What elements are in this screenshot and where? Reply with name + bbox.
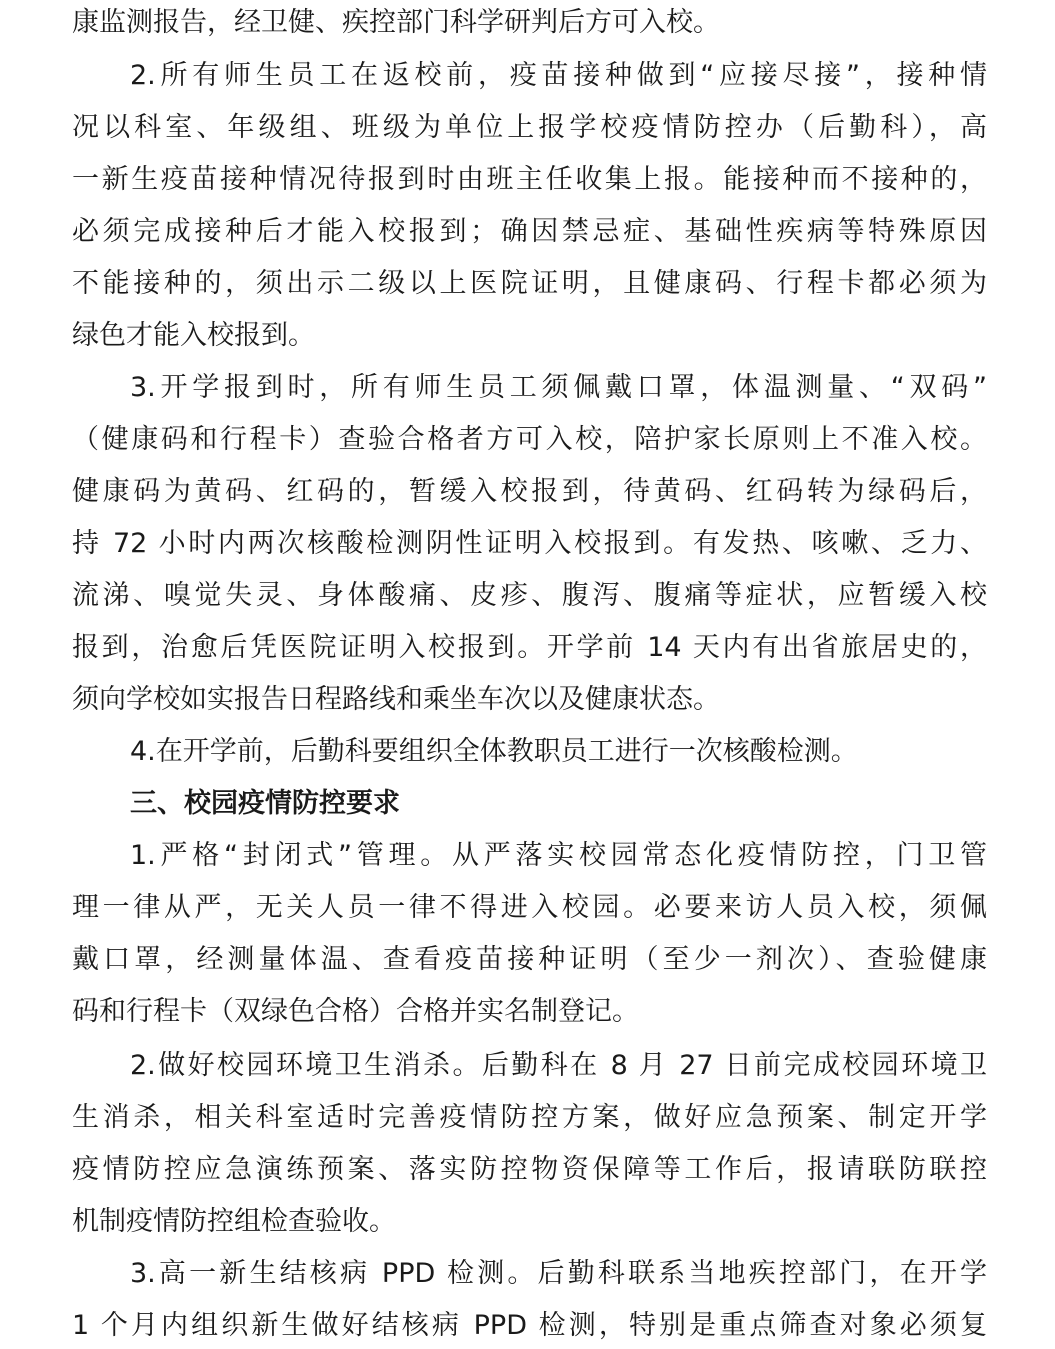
text-line: 不能接种的，须出示二级以上医院证明，且健康码、行程卡都必须为 xyxy=(72,268,987,299)
text-line: 康监测报告，经卫健、疾控部门科学研判后方可入校。 xyxy=(72,7,720,38)
text-line: 机制疫情防控组检查验收。 xyxy=(72,1206,396,1237)
text-line: 戴口罩，经测量体温、查看疫苗接种证明（至少一剂次）、查验健康 xyxy=(72,944,987,975)
section-heading: 三、校园疫情防控要求 xyxy=(130,788,400,819)
text-line: 生消杀，相关科室适时完善疫情防控方案，做好应急预案、制定开学 xyxy=(72,1102,987,1133)
text-line: 必须完成接种后才能入校报到；确因禁忌症、基础性疾病等特殊原因 xyxy=(72,216,987,247)
text-line: 码和行程卡（双绿色合格）合格并实名制登记。 xyxy=(72,996,639,1027)
paragraph-2-line: 2.做好校园环境卫生消杀。后勤科在 8 月 27 日前完成校园环境卫 xyxy=(130,1050,987,1081)
text-line: 健康码为黄码、红码的，暂缓入校报到，待黄码、红码转为绿码后， xyxy=(72,476,987,507)
text-line: 绿色才能入校报到。 xyxy=(72,320,315,351)
paragraph-2-line: 2.所有师生员工在返校前，疫苗接种做到“应接尽接”，接种情 xyxy=(130,60,987,91)
text-line: 持 72 小时内两次核酸检测阴性证明入校报到。有发热、咳嗽、乏力、 xyxy=(72,528,987,559)
text-line: 况以科室、年级组、班级为单位上报学校疫情防控办（后勤科），高 xyxy=(72,112,987,143)
text-line: 流涕、嗅觉失灵、身体酸痛、皮疹、腹泻、腹痛等症状，应暂缓入校 xyxy=(72,580,987,611)
text-line: 疫情防控应急演练预案、落实防控物资保障等工作后，报请联防联控 xyxy=(72,1154,987,1185)
text-line: 1 个月内组织新生做好结核病 PPD 检测，特别是重点筛查对象必须复 xyxy=(72,1310,987,1341)
paragraph-4-line: 4.在开学前，后勤科要组织全体教职员工进行一次核酸检测。 xyxy=(130,736,858,767)
paragraph-1-line: 1.严格“封闭式”管理。从严落实校园常态化疫情防控，门卫管 xyxy=(130,840,987,871)
paragraph-3-line: 3.开学报到时，所有师生员工须佩戴口罩，体温测量、“双码” xyxy=(130,372,987,403)
text-line: 理一律从严，无关人员一律不得进入校园。必要来访人员入校，须佩 xyxy=(72,892,987,923)
text-line: （健康码和行程卡）查验合格者方可入校，陪护家长原则上不准入校。 xyxy=(72,424,987,455)
text-line: 报到，治愈后凭医院证明入校报到。开学前 14 天内有出省旅居史的， xyxy=(72,632,987,663)
text-line: 须向学校如实报告日程路线和乘坐车次以及健康状态。 xyxy=(72,684,720,715)
paragraph-3-line: 3.高一新生结核病 PPD 检测。后勤科联系当地疾控部门，在开学 xyxy=(130,1258,987,1289)
text-line: 一新生疫苗接种情况待报到时由班主任收集上报。能接种而不接种的， xyxy=(72,164,987,195)
